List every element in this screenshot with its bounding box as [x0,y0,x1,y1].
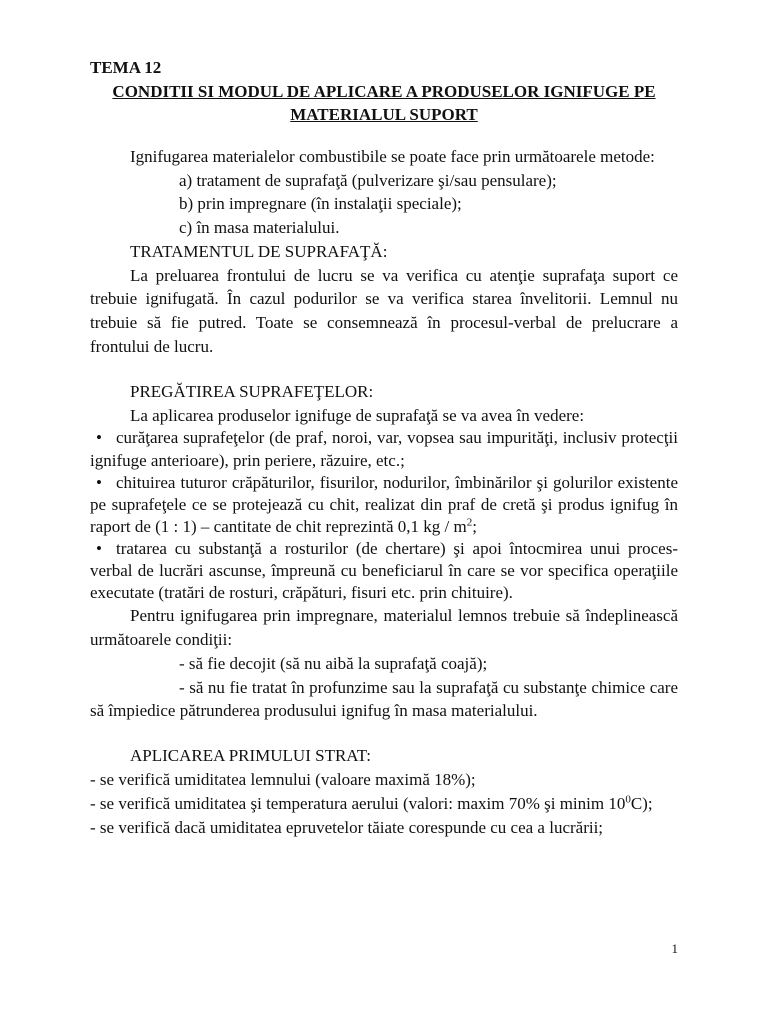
method-item: a) tratament de suprafaţă (pulverizare şi/sau pensulare); [179,170,557,190]
superscript: 2 [466,516,473,529]
surface-preparation-intro: La aplicarea produselor ignifuge de suprafaţă se va avea în vedere: [130,405,585,425]
section-heading-first-coat: APLICAREA PRIMULUI STRAT: [130,746,371,766]
impregnation-condition: - să fie decojit (să nu aibă la suprafaţă coajă); [179,653,488,673]
first-coat-item: - se verifică umiditatea lemnului (valoare maximă 18%); [90,770,476,789]
topic-number: TEMA 12 [90,58,162,77]
first-coat-item: - se verifică umiditatea şi temperatura aerului (valori: maxim 70% şi minim $10^0C$); [90,793,653,813]
method-item: c) în masa materialului. [179,218,340,238]
superscript: 0 [625,793,631,806]
impregnation-paragraph: Pentru ignifugarea prin impregnare, materialul lemnos trebuie să îndeplinească următoarele condiţii: [90,606,678,650]
section-heading-surface-treatment: TRATAMENTUL DE SUPRAFAŢĂ: [130,241,388,261]
intro-paragraph: Ignifugarea materialelor combustibile se poate face prin următoarele metode: [130,146,655,166]
method-item: b) prin impregnare (în instalaţii speciale); [179,194,462,214]
list-item: • curăţarea suprafeţelor (de praf, noroi, var, vopsea sau impurităţi, inclusiv protecţii ignifuge anterioare), prin periere, răzuire, etc.; [90,428,678,470]
impregnation-condition: - să nu fie tratat în profunzime sau la suprafaţă cu substanţe chimice care să împiedice pătrunderea produsului ignifug în masa materialului. [90,677,678,721]
section-heading-surface-preparation: PREGĂTIREA SUPRAFEŢELOR: [130,381,374,401]
bullet-icon: • [96,472,102,492]
first-coat-item: - se verifică dacă umiditatea epruvetelor tăiate corespunde cu cea a lucrării; [90,817,604,837]
bullet-icon: • [96,538,102,558]
document-title: CONDITII SI MODUL DE APLICARE A PRODUSELOR IGNIFUGE PE MATERIALUL SUPORT [112,81,656,125]
page-number: 1 [671,941,678,956]
list-item: • tratarea cu substanţă a rosturilor (de chertare) şi apoi întocmirea unui proces-verbal de lucrări ascunse, împreună cu beneficiarul în care se vor specifica operaţiile executate (tratări de rosturi, crăpături, fisuri etc. prin chituire). [90,538,678,603]
document-body [90,56,678,839]
bullet-icon: • [96,428,102,448]
list-item: • chituirea tuturor crăpăturilor, fisurilor, nodurilor, îmbinărilor şi golurilor existente pe suprafeţele ce se protejează cu chit, realizat din praf de cretă şi produs ignifug în raport de (1 : 1) – cantitate de chit reprezintă 0,1 kg / $m^2$; [90,472,678,536]
surface-treatment-paragraph: La preluarea frontului de lucru se va verifica cu atenţie suprafaţa suport ce trebuie ignifugată. În cazul podurilor se va verifica starea învelitorii. Lemnul nu trebuie să fie putred. Toate se consemnează în procesul-verbal de prelucrare a frontului de lucru. [90,265,678,357]
preparation-bullet-list [90,427,678,604]
